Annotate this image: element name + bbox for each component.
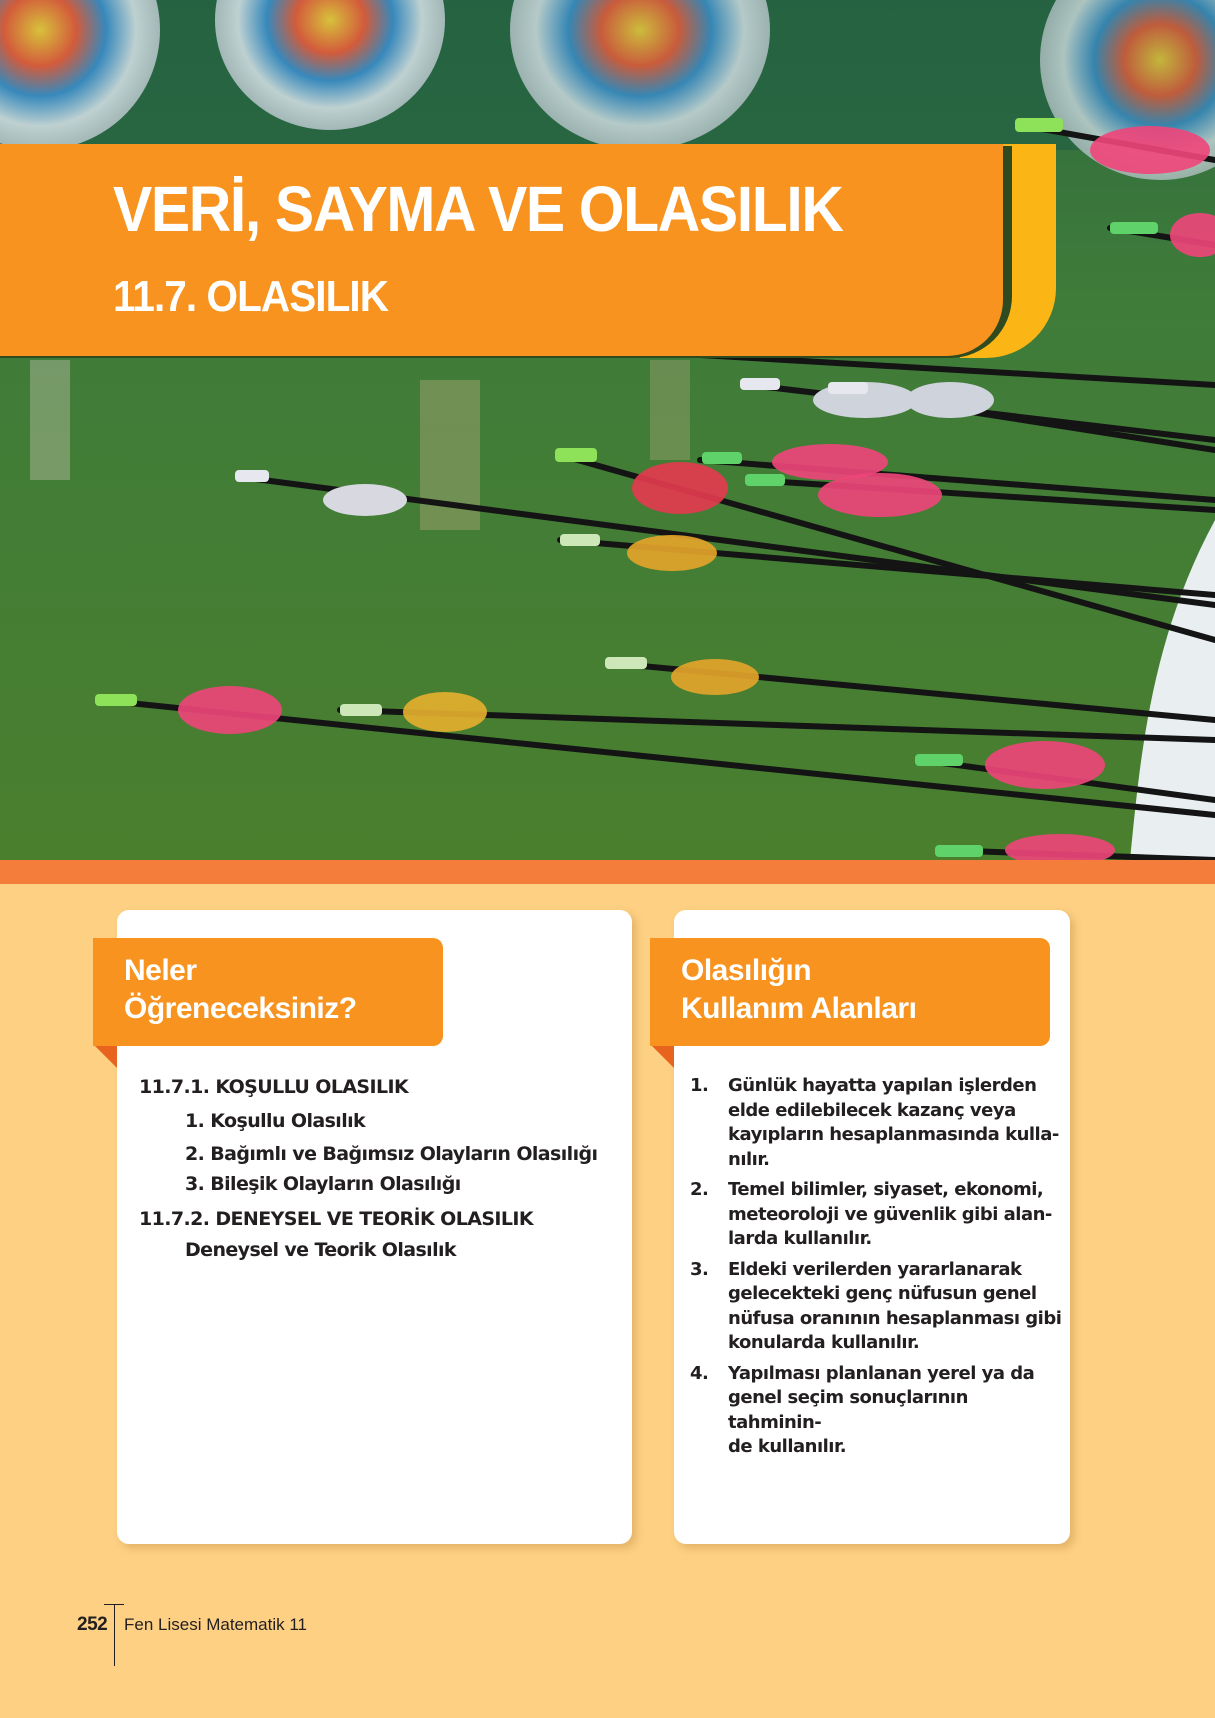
usage-line: kayıpların hesaplanmasında kulla- [728, 1124, 1059, 1145]
usage-areas-header [650, 938, 1050, 1046]
usage-item [690, 1258, 1062, 1356]
usage-number: 1. [690, 1075, 709, 1096]
usage-line: Eldeki verilerden yararlanarak [728, 1258, 1022, 1280]
usage-number: 3. [690, 1258, 709, 1280]
header-line: Neler [124, 954, 197, 987]
book-title: Fen Lisesi Matematik 11 [124, 1615, 307, 1634]
usage-line: nılır. [728, 1148, 770, 1170]
usage-line: nüfusa oranının hesaplanması gibi [728, 1307, 1062, 1329]
usage-item [690, 1074, 1062, 1172]
usage-list [690, 1074, 1062, 1466]
topic-item: 2. Bağımlı ve Bağımsız Olayların Olasılığı [185, 1143, 598, 1165]
usage-line: genel seçim sonuçlarının tahminin- [728, 1387, 968, 1433]
header-line: Olasılığın [681, 954, 812, 987]
unit-title: VERİ, SAYMA VE OLASILIK [113, 173, 843, 245]
topic-item: 1. Koşullu Olasılık [185, 1110, 366, 1132]
topic-heading: 11.7.2. DENEYSEL VE TEORİK OLASILIK [139, 1208, 533, 1230]
usage-line: konularda kullanılır. [728, 1332, 920, 1353]
chapter-title: 11.7. OLASILIK [113, 272, 389, 321]
usage-number: 4. [690, 1362, 709, 1384]
usage-number: 2. [690, 1179, 709, 1200]
header-line: Kullanım Alanları [681, 992, 917, 1025]
orange-divider-strip [0, 860, 1215, 884]
usage-item [690, 1178, 1062, 1252]
topic-item: Deneysel ve Teorik Olasılık [185, 1239, 456, 1261]
usage-line: gelecekteki genç nüfusun genel [728, 1283, 1037, 1304]
footer-rule [114, 1604, 115, 1666]
usage-line: Yapılması planlanan yerel ya da [728, 1362, 1035, 1384]
usage-line: Günlük hayatta yapılan işlerden [728, 1075, 1037, 1096]
topic-item: 3. Bileşik Olayların Olasılığı [185, 1173, 461, 1195]
usage-line: Temel bilimler, siyaset, ekonomi, [728, 1179, 1044, 1200]
topic-heading: 11.7.1. KOŞULLU OLASILIK [139, 1076, 409, 1098]
usage-line: elde edilebilecek kazanç veya [728, 1099, 1016, 1121]
usage-item [690, 1362, 1062, 1460]
header-fold [95, 1046, 117, 1068]
learning-outcomes-header [93, 938, 443, 1046]
usage-line: larda kullanılır. [728, 1228, 872, 1249]
usage-line: de kullanılır. [728, 1436, 847, 1457]
header-line: Öğreneceksiniz? [124, 992, 357, 1025]
header-fold [652, 1046, 674, 1068]
usage-line: meteoroloji ve güvenlik gibi alan- [728, 1203, 1052, 1225]
page-number: 252 [77, 1614, 108, 1635]
